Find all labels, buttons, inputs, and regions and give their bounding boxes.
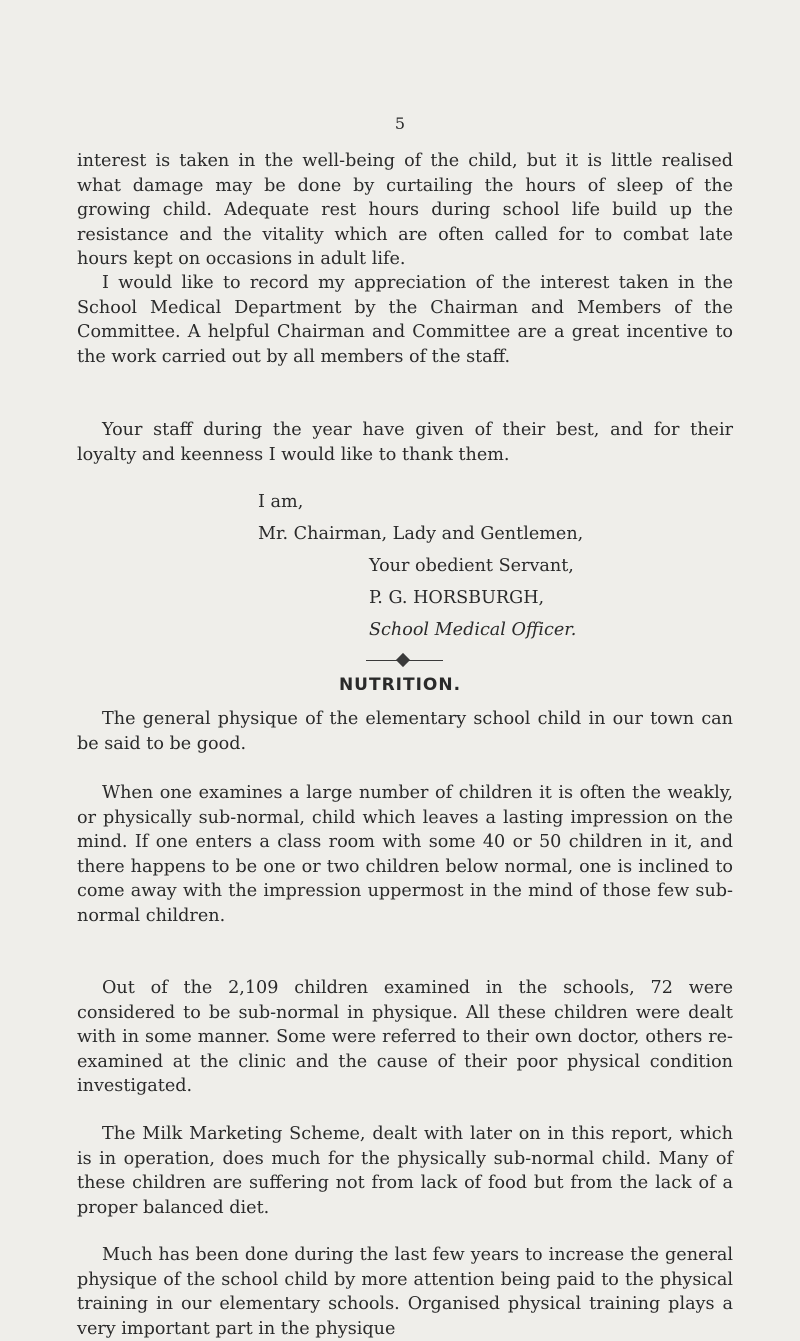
nutrition-heading: NUTRITION. (338, 675, 462, 695)
staff-paragraph: Your staff during the year have given of their best, and for their loyalty and keenness I would like to thank them. (77, 420, 733, 465)
nutrition-paragraph-1: The general physique of the elementary school child in our town can be said to be good. (77, 709, 733, 754)
nutrition-paragraph-3: Out of the 2,109 children examined in the schools, 72 were considered to be sub-normal in physique. All these children were dealt with in some manner. Some were referred to their own doctor, others re-examined at the clinic and the cause of their poor physical condition investigated. (77, 978, 733, 1096)
intro-paragraph: interest is taken in the well-being of the child, but it is little realised what damage may be done by curtailing the hours of sleep of the growing child. Adequate rest hours during school life build up the resistance and the vitality which are often called for to combat late hours kept on occasions in adult life. (77, 151, 733, 269)
divider-diamond-icon (396, 653, 410, 667)
closing-servant: Your obedient Servant, (369, 556, 574, 576)
appreciation-paragraph: I would like to record my appreciation of the interest taken in the School Medical Department by the Chairman and Members of the Committee. A helpful Chairman and Committee are a great incentive to the work carried out by all members of the staff. (77, 273, 733, 367)
nutrition-paragraph-2: When one examines a large number of children it is often the weakly, or physically sub-normal, child which leaves a lasting impression on the mind. If one enters a class room with some 40 or 50 children in it, and there happens to be one or two children below normal, one is inclined to come away with the impression uppermost in the mind of those few sub-normal children. (77, 783, 733, 926)
closing-salutation: Mr. Chairman, Lady and Gentlemen, (258, 524, 584, 544)
signatory-name: P. G. HORSBURGH, (369, 588, 545, 608)
signatory-title: School Medical Officer. (369, 620, 577, 640)
nutrition-paragraph-5: Much has been done during the last few years to increase the general physique of the school child by more attention being paid to the physical training in our elementary schools. Organised physical training plays a very important part in the physique (77, 1245, 733, 1339)
closing-i-am: I am, (258, 492, 304, 512)
page-number: 5 (394, 114, 406, 133)
nutrition-paragraph-4: The Milk Marketing Scheme, dealt with later on in this report, which is in operation, does much for the physically sub-normal child. Many of these children are suffering not from lack of food but from the lack of a proper balanced diet. (77, 1124, 733, 1218)
